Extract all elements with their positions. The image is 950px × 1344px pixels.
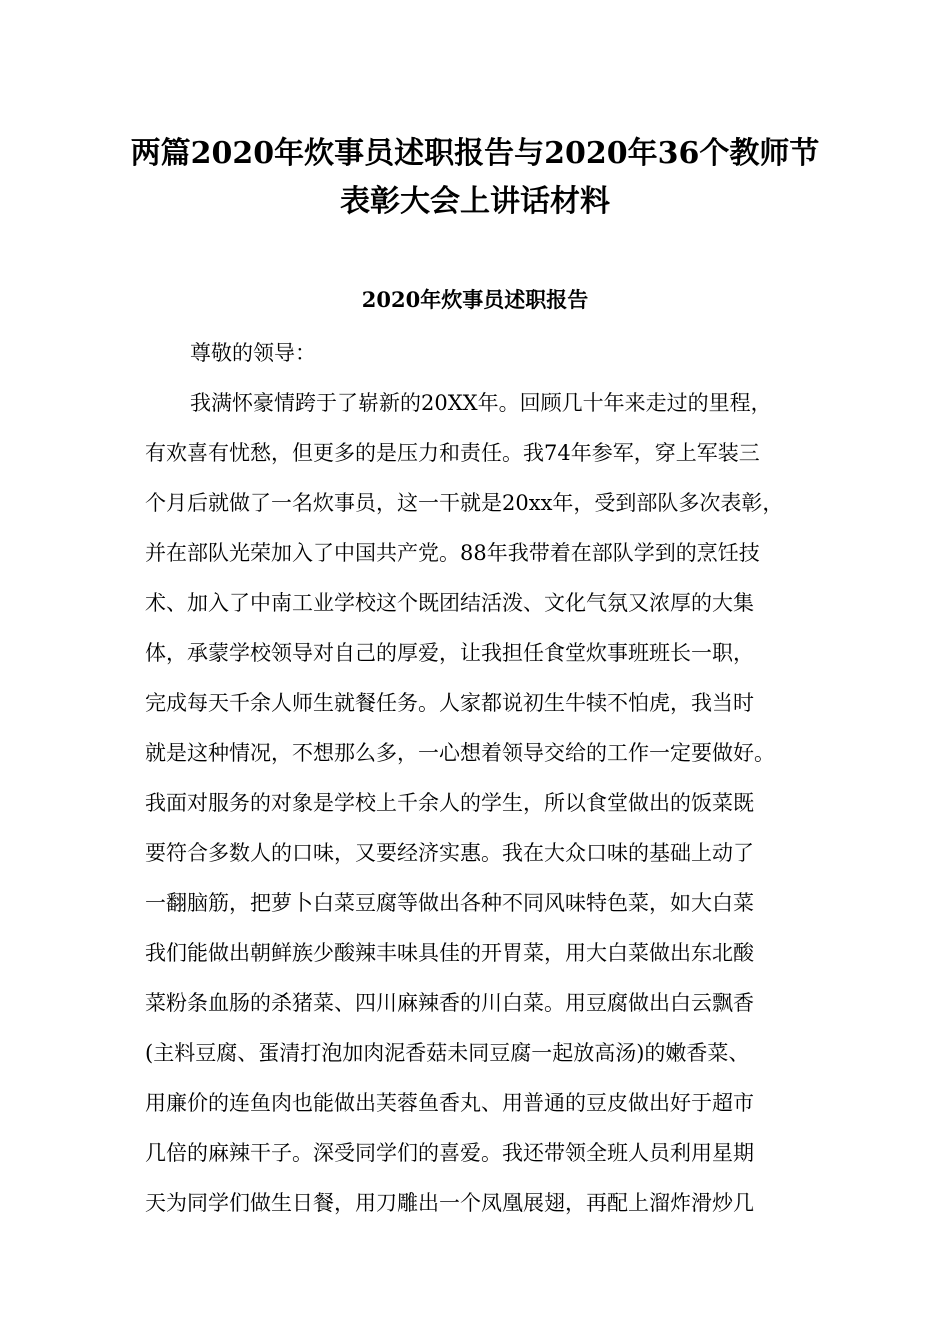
body-line: 要符合多数人的口味，又要经济实惠。我在大众口味的基础上动了	[145, 841, 754, 865]
body-line: 几倍的麻辣干子。深受同学们的喜爱。我还带领全班人员利用星期	[145, 1141, 754, 1165]
body-line: 一翻脑筋，把萝卜白菜豆腐等做出各种不同风味特色菜，如大白菜	[145, 891, 754, 915]
body-line: 我面对服务的对象是学校上千余人的学生，所以食堂做出的饭菜既	[145, 791, 754, 815]
body-line: (主料豆腐、蛋清打泡加肉泥香菇未同豆腐一起放高汤)的嫩香菜、	[145, 1041, 750, 1065]
body-line: 体，承蒙学校领导对自己的厚爱，让我担任食堂炊事班班长一职，	[145, 641, 754, 665]
body-line: 术、加入了中南工业学校这个既团结活泼、文化气氛又浓厚的大集	[145, 591, 754, 615]
body-line: 我满怀豪情跨于了崭新的20XX年。回顾几十年来走过的里程，	[190, 391, 772, 415]
body-line: 个月后就做了一名炊事员，这一干就是20xx年，受到部队多次表彰，	[145, 491, 784, 515]
body-line: 有欢喜有忧愁，但更多的是压力和责任。我74年参军，穿上军装三	[145, 441, 760, 465]
body-line: 并在部队光荣加入了中国共产党。88年我带着在部队学到的烹饪技	[145, 541, 760, 565]
body-line: 我们能做出朝鲜族少酸辣丰味具佳的开胃菜，用大白菜做出东北酸	[145, 941, 754, 965]
body-line: 完成每天千余人师生就餐任务。人家都说初生牛犊不怕虎，我当时	[145, 691, 754, 715]
body-line: 菜粉条血肠的杀猪菜、四川麻辣香的川白菜。用豆腐做出白云飘香	[145, 991, 754, 1015]
section-heading: 2020年炊事员述职报告	[361, 287, 589, 312]
document-title-line-2: 表彰大会上讲话材料	[340, 184, 610, 219]
document-title-line-1: 两篇2020年炊事员述职报告与2020年36个教师节	[130, 136, 820, 171]
body-line: 用廉价的连鱼肉也能做出芙蓉鱼香丸、用普通的豆皮做出好于超市	[145, 1091, 754, 1115]
salutation: 尊敬的领导：	[190, 341, 316, 365]
body-line: 就是这种情况，不想那么多，一心想着领导交给的工作一定要做好。	[145, 741, 775, 765]
body-line: 天为同学们做生日餐，用刀雕出一个凤凰展翅，再配上溜炸滑炒几	[145, 1191, 754, 1215]
